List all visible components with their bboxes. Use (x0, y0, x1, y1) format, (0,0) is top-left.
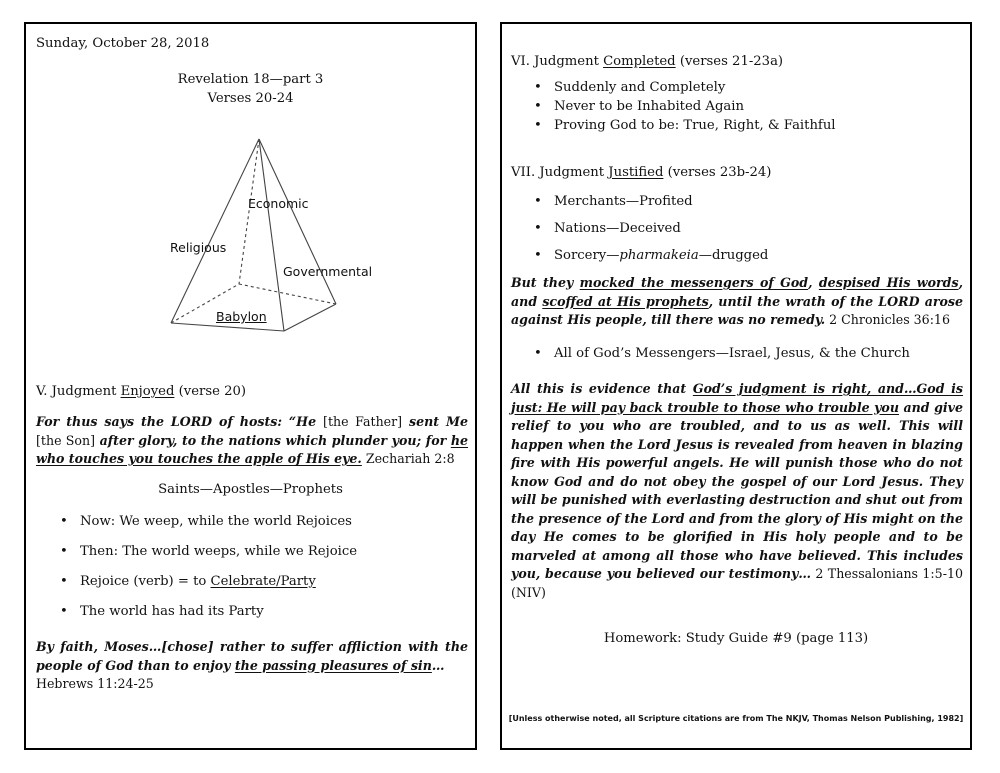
scripture-footnote: [Unless otherwise noted, all Scripture citations are from The NKJV, Thomas Nelson Publishing, 1982] (508, 714, 964, 723)
saints-line: Saints—Apostles—Prophets (158, 482, 343, 497)
title-line-1: Revelation 18—part 3 (177, 72, 324, 87)
thessalonians-quote: All this is evidence that God’s judgment is right, and…God is just: He will pay back trouble to those who trouble you and give relief to you who are troubled, and to us as well. This will happen when the Lord Jesus is revealed from heaven in blazing fire with His powerful angels. He will punish those who do not know God and do not obey the gospel of our Lord Jesus. They will be punished with everlasting destruction and shut out from the presence of the Lord and from the glory of His might on the day He comes to be glorified in His holy people and to be marveled at among all those who have believed. This includes you, because you believed our testimony… 2 Thessalonians 1:5-10 (NIV) (511, 381, 963, 600)
right-panel (500, 22, 972, 750)
list-item: • Suddenly and Completely (532, 80, 952, 99)
pyramid-edge-hidden (239, 284, 336, 304)
list-item: • Nations—Deceived (532, 221, 952, 248)
list-item: • The world has had its Party (58, 604, 458, 634)
zechariah-quote: For thus says the LORD of hosts: “He [the Father] sent Me [the Son] after glory, to the nations which plunder you; for he who touches you touches the apple of His eye. Zechariah 2:8 (36, 414, 469, 466)
list-item: • Then: The world weeps, while we Rejoice (58, 544, 458, 574)
chronicles-quote: But they mocked the messengers of God, despised His words, and scoffed at His prophets, until the wrath of the LORD arose against His people, till there was no remedy. 2 Chronicles 36:16 (511, 275, 963, 327)
pyramid-label-religious: Religious (170, 240, 227, 255)
section-6-heading: VI. Judgment Completed (verses 21-23a) (511, 54, 784, 69)
section-7-bullets (532, 194, 952, 275)
pyramid-edge (259, 139, 284, 331)
messengers-bullet (532, 346, 962, 361)
pyramid-edge (259, 139, 336, 304)
section-5-bullets (58, 514, 458, 634)
pyramid-edge (284, 304, 336, 331)
list-item: • Sorcery—pharmakeia—drugged (532, 248, 952, 275)
pyramid-label-economic: Economic (248, 196, 309, 211)
babylon-pyramid-diagram (156, 136, 356, 336)
list-item: • All of God’s Messengers—Israel, Jesus, & the Church (532, 346, 962, 361)
sermon-date: Sunday, October 28, 2018 (36, 36, 210, 51)
left-panel (24, 22, 477, 750)
pyramid-edge (171, 323, 284, 331)
section-5-heading: V. Judgment Enjoyed (verse 20) (36, 384, 247, 399)
pyramid-label-babylon: Babylon (216, 309, 267, 324)
section-7-heading: VII. Judgment Justified (verses 23b-24) (511, 165, 772, 180)
sermon-title (26, 70, 475, 108)
list-item: • Proving God to be: True, Right, & Faithful (532, 118, 952, 137)
title-line-2: Verses 20-24 (207, 91, 294, 106)
homework-line: Homework: Study Guide #9 (page 113) (603, 631, 869, 646)
section-6-bullets (532, 80, 952, 137)
pyramid-label-governmental: Governmental (283, 264, 373, 279)
list-item: • Now: We weep, while the world Rejoices (58, 514, 458, 544)
list-item: • Never to be Inhabited Again (532, 99, 952, 118)
list-item: • Rejoice (verb) = to Celebrate/Party (58, 574, 458, 604)
hebrews-quote: By faith, Moses…[chose] rather to suffer affliction with the people of God than to enjoy the passing pleasures of sin… Hebrews 11:24-25 (36, 639, 468, 691)
list-item: • Merchants—Profited (532, 194, 952, 221)
